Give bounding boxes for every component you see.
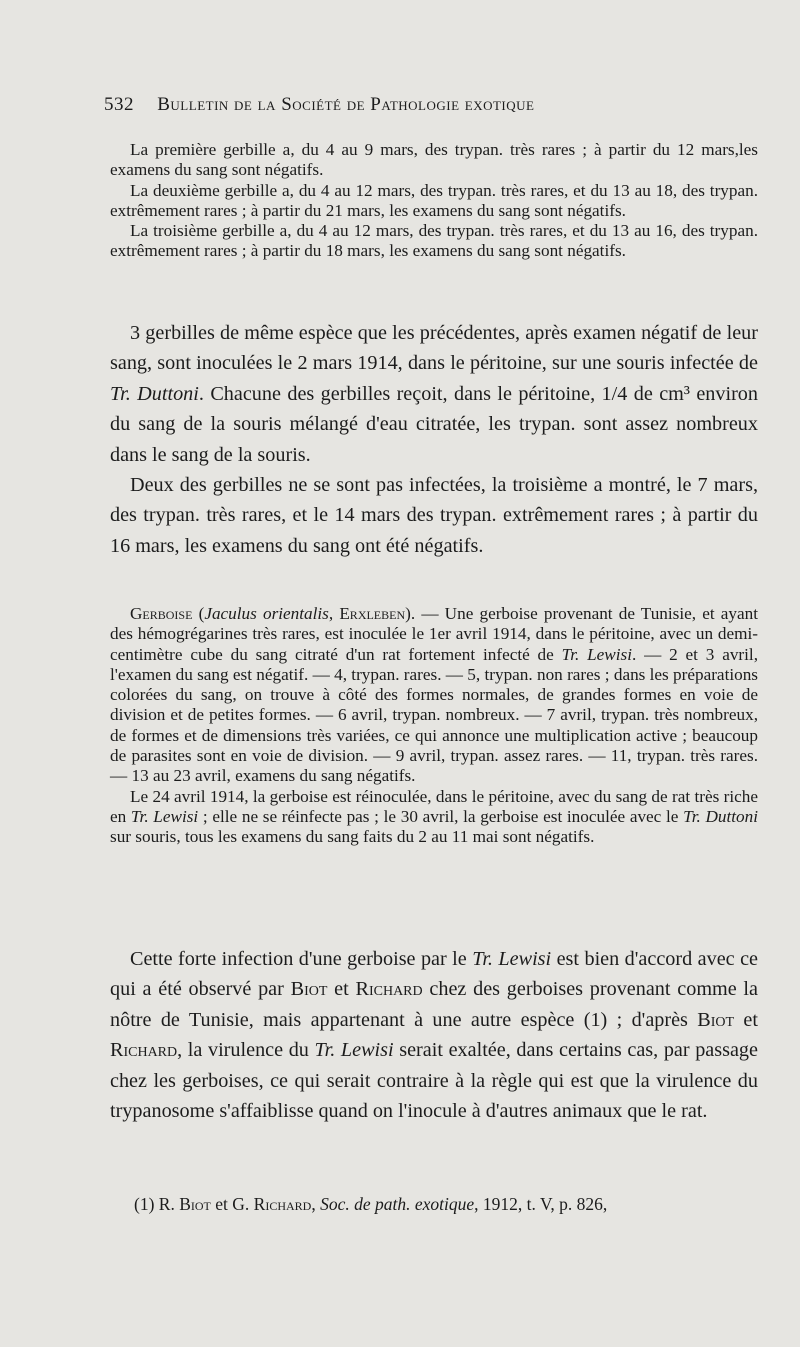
author-name: Biot <box>697 1008 735 1031</box>
journal-name: Soc. de path. exotique <box>320 1194 475 1214</box>
paragraph: La deuxième gerbille a, du 4 au 12 mars, des trypan. très rares, et du 13 au 18, des trypan. extrêmement rares ; à partir du 21 mars, les examens du sang sont négatifs. <box>110 180 758 220</box>
paragraph: Gerboise (Jaculus orientalis, Erxleben). — Une gerboise provenant de Tunisie, et ayant des hémogrégarines très rares, est inoculée le 1er avril 1914, dans le péritoine, avec un demi-centimètre cube du sang citraté d'un rat fortement infecté de Tr. Lewisi. — 2 et 3 avril, l'examen du sang est négatif. — 4, trypan. rares. — 5, trypan. non rares ; dans les préparations colorées du sang, on trouve à côté des formes normales, de grandes formes en voie de division et de petites formes. — 6 avril, trypan. nombreux. — 7 avril, trypan. très nombreux, de formes et de dimensions très variées, ce qui annonce une multiplication active ; beaucoup de parasites sont en voie de division. — 9 avril, trypan. assez rares. — 11, trypan. très rares. — 13 au 23 avril, examens du sang négatifs. <box>110 604 758 786</box>
footnote: (1) R. Biot et G. Richard, Soc. de path. exotique, 1912, t. V, p. 826, <box>134 1194 608 1214</box>
page-number: 532 <box>104 94 134 115</box>
gerbil-results-block <box>110 140 758 262</box>
species-name: Tr. Duttoni <box>683 806 758 826</box>
paragraph: Deux des gerbilles ne se sont pas infectées, la troisième a montré, le 7 mars, des trypan. très rares, et le 14 mars des trypan. extrêmement rares ; à partir du 16 mars, les examens du sang ont été négatifs. <box>110 474 758 557</box>
gerboise-section <box>110 604 758 848</box>
paragraph: La troisième gerbille a, du 4 au 12 mars, des trypan. très rares, et du 13 au 16, des trypan. extrêmement rares ; à partir du 18 mars, les examens du sang sont négatifs. <box>110 221 758 261</box>
species-name: Tr. Lewisi <box>314 1039 394 1062</box>
species-name: Tr. Lewisi <box>130 806 199 826</box>
paragraph: Cette forte infection d'une gerboise par le Tr. Lewisi est bien d'accord avec ce qui a été observé par Biot et Richard chez des gerboises provenant comme la nôtre de Tunisie, mais appartenant à une autre espèce (1) ; d'après Biot et Richard, la virulence du Tr. Lewisi serait exaltée, dans certains cas, par passage chez les gerboises, ce qui serait contraire à la règle qui est que la virulence du trypanosome s'affaiblisse quand on l'inocule à d'autres animaux que le rat. <box>110 948 759 1123</box>
author-name: Erxleben <box>339 604 406 623</box>
paragraph: Le 24 avril 1914, la gerboise est réinoculée, dans le péritoine, avec du sang de rat très riche en Tr. Lewisi ; elle ne se réinfecte pas ; le 30 avril, la gerboise est inoculée avec le Tr. Duttoni sur souris, tous les examens du sang faits du 2 au 11 mai sont négatifs. <box>110 786 758 847</box>
paragraph: 3 gerbilles de même espèce que les précédentes, après examen négatif de leur sang, sont inoculées le 2 mars 1914, dans le péritoine, sur une souris infectée de Tr. Duttoni. Chacune des gerbilles reçoit, dans le péritoine, 1/4 de cm³ environ du sang de la souris mélangé d'eau citratée, les trypan. sont assez nombreux dans le sang de la souris. <box>110 322 758 466</box>
author-name: Richard <box>355 978 423 1001</box>
paragraph: La première gerbille a, du 4 au 9 mars, des trypan. très rares ; à partir du 12 mars,les examens du sang sont négatifs. <box>110 140 758 180</box>
section-heading: Gerboise <box>130 604 193 623</box>
running-header <box>104 94 664 116</box>
author-name: Biot <box>179 1194 211 1214</box>
journal-title: Bulletin de la Société de Pathologie exotique <box>157 94 535 115</box>
author-name: Richard <box>110 1039 178 1062</box>
species-name: Tr. Duttoni <box>110 382 199 405</box>
discussion-block <box>110 944 758 1126</box>
species-name: Tr. Lewisi <box>472 948 552 970</box>
species-name: Tr. Lewisi <box>561 644 633 664</box>
species-name: Jaculus orientalis <box>204 604 329 623</box>
duttoni-experiment-block <box>110 318 758 561</box>
author-name: Biot <box>290 978 328 1001</box>
author-name: Richard <box>253 1194 312 1214</box>
